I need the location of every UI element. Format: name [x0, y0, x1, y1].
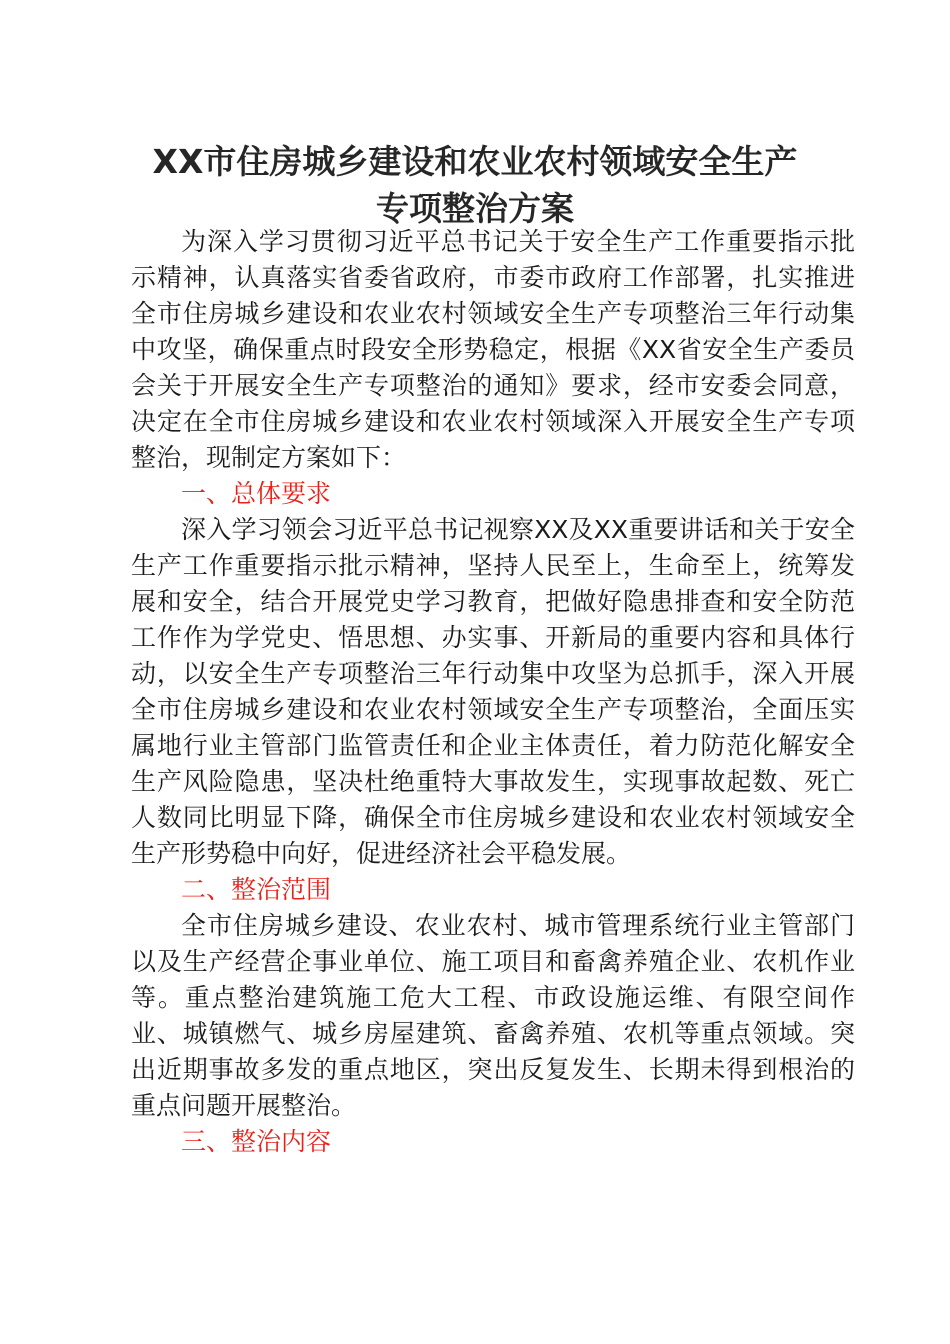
- section-heading-2: 二、整治范围: [181, 875, 332, 904]
- section-heading-3: 三、整治内容: [181, 1127, 332, 1156]
- document-title-line-1: XX市住房城乡建设和农业农村领域安全生产: [152, 142, 798, 181]
- document-title-line-2: 专项整治方案: [376, 189, 574, 228]
- section-heading-1: 一、总体要求: [181, 479, 332, 508]
- document-body: [131, 224, 855, 1160]
- section-body-1: 深入学习领会习近平总书记视察XX及XX重要讲话和关于安全生产工作重要指示批示精神，坚持人民至上，生命至上，统筹发展和安全，结合开展党史学习教育，把做好隐患排查和安全防范工作作为学党史、悟思想、办实事、开新局的重要内容和具体行动，以安全生产专项整治三年行动集中攻坚为总抓手，深入开展全市住房城乡建设和农业农村领域安全生产专项整治，全面压实属地行业主管部门监管责任和企业主体责任，着力防范化解安全生产风险隐患，坚决杜绝重特大事故发生，实现事故起数、死亡人数同比明显下降，确保全市住房城乡建设和农业农村领域安全生产形势稳中向好，促进经济社会平稳发展。: [131, 515, 855, 868]
- intro-paragraph: 为深入学习贯彻习近平总书记关于安全生产工作重要指示批示精神，认真落实省委省政府，市委市政府工作部署，扎实推进全市住房城乡建设和农业农村领域安全生产专项整治三年行动集中攻坚，确保重点时段安全形势稳定，根据《XX省安全生产委员会关于开展安全生产专项整治的通知》要求，经市安委会同意，决定在全市住房城乡建设和农业农村领域深入开展安全生产专项整治，现制定方案如下：: [131, 227, 855, 472]
- section-body-2: 全市住房城乡建设、农业农村、城市管理系统行业主管部门以及生产经营企事业单位、施工项目和畜禽养殖企业、农机作业等。重点整治建筑施工危大工程、市政设施运维、有限空间作业、城镇燃气、城乡房屋建筑、畜禽养殖、农机等重点领域。突出近期事故多发的重点地区，突出反复发生、长期未得到根治的重点问题开展整治。: [131, 911, 855, 1120]
